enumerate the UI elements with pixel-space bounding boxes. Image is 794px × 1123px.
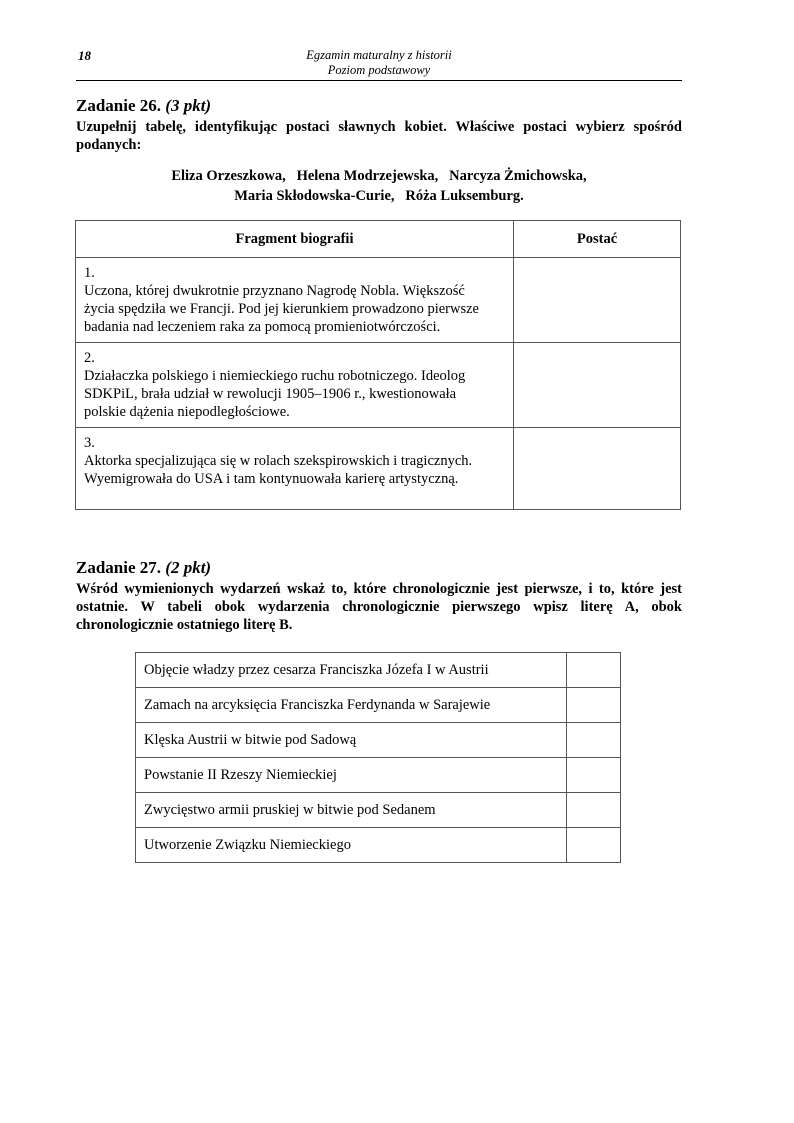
event-text: Zwycięstwo armii pruskiej w bitwie pod Sedanem xyxy=(136,793,567,828)
event-text: Utworzenie Związku Niemieckiego xyxy=(136,828,567,863)
fragment-cell xyxy=(76,343,514,428)
table-row xyxy=(136,653,621,688)
task-27-points: (2 pkt) xyxy=(165,558,212,577)
event-text: Powstanie II Rzeszy Niemieckiej xyxy=(136,758,567,793)
task-26-points: (3 pkt) xyxy=(165,96,212,115)
event-answer-cell[interactable] xyxy=(567,653,621,688)
event-answer-cell[interactable] xyxy=(567,793,621,828)
table-row xyxy=(76,428,681,510)
header-title-line1: Egzamin maturalny z historii xyxy=(306,48,452,62)
event-text: Klęska Austrii w bitwie pod Sadową xyxy=(136,723,567,758)
event-answer-cell[interactable] xyxy=(567,828,621,863)
person-answer-cell[interactable] xyxy=(514,428,681,510)
header-title xyxy=(76,48,682,78)
task-27-label: Zadanie 27. xyxy=(76,558,162,577)
header-person: Postać xyxy=(514,221,681,258)
row-number: 1. xyxy=(84,265,95,281)
event-text: Zamach na arcyksięcia Franciszka Ferdynanda w Sarajewie xyxy=(136,688,567,723)
task-26-title xyxy=(76,96,211,116)
page-number: 18 xyxy=(78,48,91,63)
biography-table xyxy=(75,220,681,510)
row-number: 2. xyxy=(84,350,95,366)
table-row xyxy=(136,793,621,828)
table-row xyxy=(136,828,621,863)
task-27-title xyxy=(76,558,211,578)
table-row xyxy=(136,723,621,758)
header-fragment: Fragment biografii xyxy=(76,221,514,258)
event-answer-cell[interactable] xyxy=(567,723,621,758)
table-row xyxy=(76,343,681,428)
name-choices-line1: Eliza Orzeszkowa, Helena Modrzejewska, Narcyza Żmichowska, xyxy=(171,168,587,184)
row-number: 3. xyxy=(84,435,95,451)
task-27-instruction: Wśród wymienionych wydarzeń wskaż to, które chronologicznie jest pierwsze, i to, które jest ostatnie. W tabeli obok wydarzenia chronologicznie pierwszego wpisz literę A, obok chronologicznie ostatniego literę B. xyxy=(76,581,682,633)
fragment-text: Uczona, której dwukrotnie przyznano Nagrodę Nobla. Większość życia spędziła we Francji. Pod jej kierunkiem prowadzono pierwsze badania nad leczeniem raka za pomocą promieniotwórczości. xyxy=(84,283,479,335)
fragment-cell xyxy=(76,258,514,343)
biography-table-header xyxy=(76,221,681,258)
task-26-label: Zadanie 26. xyxy=(76,96,162,115)
page-header xyxy=(76,48,682,81)
fragment-cell xyxy=(76,428,514,510)
name-choices xyxy=(76,166,682,206)
table-row xyxy=(136,688,621,723)
events-table xyxy=(135,652,621,863)
person-answer-cell[interactable] xyxy=(514,343,681,428)
name-choices-line2: Maria Skłodowska-Curie, Róża Luksemburg. xyxy=(234,188,524,204)
fragment-text: Aktorka specjalizująca się w rolach szekspirowskich i tragicznych. Wyemigrowała do USA i tam kontynuowała karierę artystyczną. xyxy=(84,453,473,487)
event-text: Objęcie władzy przez cesarza Franciszka Józefa I w Austrii xyxy=(136,653,567,688)
table-row xyxy=(76,258,681,343)
header-title-line2: Poziom podstawowy xyxy=(327,63,431,77)
fragment-text: Działaczka polskiego i niemieckiego ruchu robotniczego. Ideolog SDKPiL, brała udział w rewolucji 1905–1906 r., kwestionowała polskie dążenia niepodległościowe. xyxy=(84,368,466,420)
event-answer-cell[interactable] xyxy=(567,758,621,793)
task-26-instruction: Uzupełnij tabelę, identyfikując postaci sławnych kobiet. Właściwe postaci wybierz spośród podanych: xyxy=(76,119,682,153)
table-row xyxy=(136,758,621,793)
event-answer-cell[interactable] xyxy=(567,688,621,723)
person-answer-cell[interactable] xyxy=(514,258,681,343)
